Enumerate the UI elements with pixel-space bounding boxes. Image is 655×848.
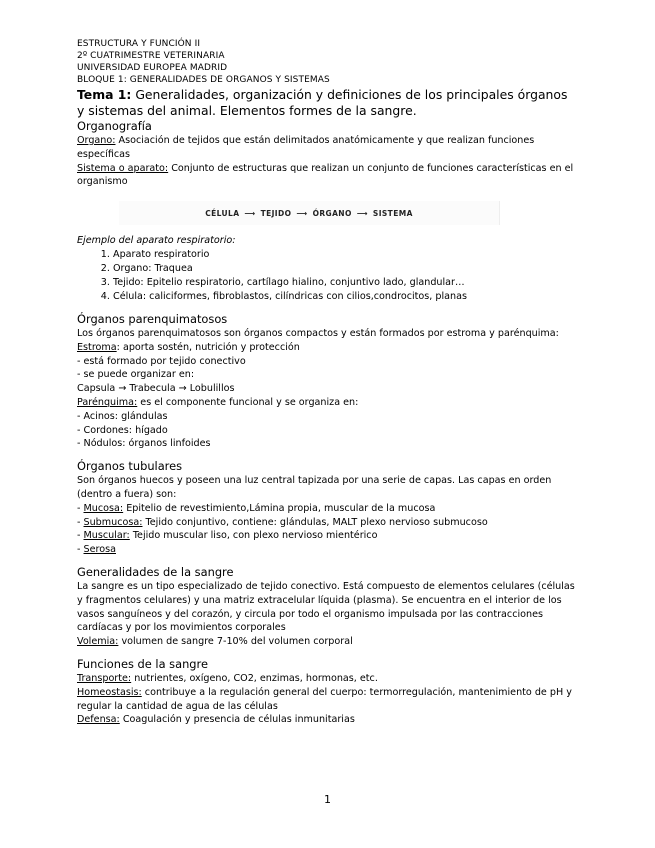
serosa-term: Serosa bbox=[83, 544, 116, 556]
organo-def-text: Asociación de tejidos que están delimitados anatómicamente y que realizan funciones específicas bbox=[77, 135, 535, 160]
sistema-term: Sistema o aparato: bbox=[77, 162, 169, 174]
tubulares-intro: Son órganos huecos y poseen una luz central tapizada por una serie de capas. Las capas en orden (dentro a fuera) son: bbox=[77, 475, 552, 500]
tubulares-heading: Órganos tubulares bbox=[77, 459, 183, 474]
defensa-function bbox=[77, 713, 577, 727]
defensa-term: Defensa: bbox=[77, 714, 120, 726]
mucosa-layer bbox=[77, 502, 577, 516]
dash: - bbox=[77, 530, 84, 542]
list-item: 2. Organo: Traquea bbox=[113, 262, 577, 276]
transporte-def-text: nutrientes, oxígeno, CO2, enzimas, hormonas, etc. bbox=[131, 672, 378, 684]
page-number: 1 bbox=[324, 793, 331, 806]
ejemplo-list bbox=[77, 248, 577, 304]
mucosa-def-text: Epitelio de revestimiento,Lámina propia, muscular de la mucosa bbox=[123, 502, 436, 514]
submucosa-def-text: Tejido conjuntivo, contiene: glándulas, MALT plexo nervioso submucoso bbox=[142, 516, 488, 528]
header-semester: 2º CUATRIMESTRE VETERINARIA bbox=[77, 51, 225, 61]
hierarchy-diagram bbox=[119, 201, 500, 225]
mucosa-term: Mucosa: bbox=[83, 502, 124, 514]
organo-definition bbox=[77, 134, 577, 162]
serosa-layer bbox=[77, 543, 577, 557]
flow-arrow-icon: ⟶ bbox=[244, 208, 256, 218]
dash: - bbox=[77, 502, 84, 514]
sangre-paragraph: La sangre es un tipo especializado de tejido conectivo. Está compuesto de elementos celulares (células y fragmentos celulares) y una matriz extracelular líquida (plasma). Se encuentra en el interior de los vasos sanguíneos y del corazón, y circula por todo el organismo impulsada por las contracciones cardíacas y por los movimientos corporales bbox=[77, 580, 575, 634]
submucosa-term: Submucosa: bbox=[83, 516, 143, 528]
muscular-term: Muscular: bbox=[83, 530, 130, 542]
organo-term: Organo: bbox=[77, 135, 116, 146]
list-item: 3. Tejido: Epitelio respiratorio, cartílago hialino, conjuntivo lado, glandular… bbox=[113, 276, 577, 290]
parenquimatosos-intro: Los órganos parenquimatosos son órganos compactos y están formados por estroma y parénquima: bbox=[77, 327, 559, 339]
transporte-term: Transporte: bbox=[77, 672, 132, 684]
document-page bbox=[77, 38, 577, 727]
flow-arrow-icon: ⟶ bbox=[356, 208, 368, 218]
flow-arrow-icon: ⟶ bbox=[296, 208, 308, 218]
list-item: 1. Aparato respiratorio bbox=[113, 248, 577, 262]
estroma-def-text: : aporta sostén, nutrición y protección bbox=[116, 341, 300, 353]
volemia-term: Volemia: bbox=[77, 636, 119, 648]
tema-title bbox=[77, 87, 577, 119]
dash: - bbox=[77, 544, 84, 556]
volemia-def-text: volumen de sangre 7-10% del volumen corporal bbox=[118, 636, 353, 648]
dash: - bbox=[77, 516, 84, 528]
parenquima-item: - Acinos: glándulas bbox=[77, 410, 168, 422]
ejemplo-heading bbox=[77, 234, 577, 248]
sangre-heading: Generalidades de la sangre bbox=[77, 564, 234, 579]
ejemplo-title: Ejemplo del aparato respiratorio: bbox=[77, 235, 236, 247]
header-block: BLOQUE 1: GENERALIDADES DE ORGANOS Y SISTEMAS bbox=[77, 75, 330, 85]
flow-step-tissue: TEJIDO bbox=[260, 208, 292, 218]
transporte-function bbox=[77, 672, 577, 686]
funciones-heading: Funciones de la sangre bbox=[77, 656, 208, 671]
volemia-definition bbox=[77, 635, 577, 649]
parenquima-item: - Nódulos: órganos linfoides bbox=[77, 438, 211, 450]
sistema-def-text: Conjunto de estructuras que realizan un conjunto de funciones características en el organismo bbox=[77, 162, 574, 188]
parenquima-def-text: es el componente funcional y se organiza en: bbox=[137, 396, 359, 408]
parenquimatosos-heading: Órganos parenquimatosos bbox=[77, 311, 228, 326]
estroma-line: Capsula → Trabecula → Lobulillos bbox=[77, 383, 235, 395]
homeostasis-term: Homeostasis: bbox=[77, 686, 142, 698]
homeostasis-def-text: contribuye a la regulación general del cuerpo: termorregulación, mantenimiento de pH y regular la cantidad de agua de las células bbox=[77, 686, 572, 712]
parenquima-definition bbox=[77, 396, 577, 410]
estroma-line: - se puede organizar en: bbox=[77, 369, 195, 381]
parenquima-item: - Cordones: hígado bbox=[77, 424, 168, 436]
estroma-definition bbox=[77, 341, 577, 355]
homeostasis-function bbox=[77, 686, 577, 714]
flow-step-organ: ÓRGANO bbox=[312, 208, 352, 218]
sistema-definition bbox=[77, 162, 577, 190]
header-university: UNIVERSIDAD EUROPEA MADRID bbox=[77, 63, 228, 73]
tema-text: Generalidades, organización y definiciones de los principales órganos y sistemas del animal. Elementos formes de la sangre. bbox=[77, 87, 568, 118]
muscular-layer bbox=[77, 529, 577, 543]
tema-label: Tema 1: bbox=[77, 87, 132, 102]
document-header bbox=[77, 38, 577, 86]
flow-step-cell: CÉLULA bbox=[205, 208, 240, 218]
estroma-line: - está formado por tejido conectivo bbox=[77, 355, 246, 367]
submucosa-layer bbox=[77, 516, 577, 530]
organografia-heading: Organografía bbox=[77, 119, 152, 133]
muscular-def-text: Tejido muscular liso, con plexo nervioso mientérico bbox=[129, 530, 378, 542]
defensa-def-text: Coagulación y presencia de células inmunitarias bbox=[119, 714, 355, 726]
estroma-term: Estroma bbox=[77, 341, 117, 353]
header-course: ESTRUCTURA Y FUNCIÓN II bbox=[77, 39, 201, 49]
list-item: 4. Célula: caliciformes, fibroblastos, cilíndricas con cilios,condrocitos, planas bbox=[113, 290, 577, 304]
parenquima-term: Parénquima: bbox=[77, 396, 138, 408]
flow-step-system: SISTEMA bbox=[372, 208, 413, 218]
